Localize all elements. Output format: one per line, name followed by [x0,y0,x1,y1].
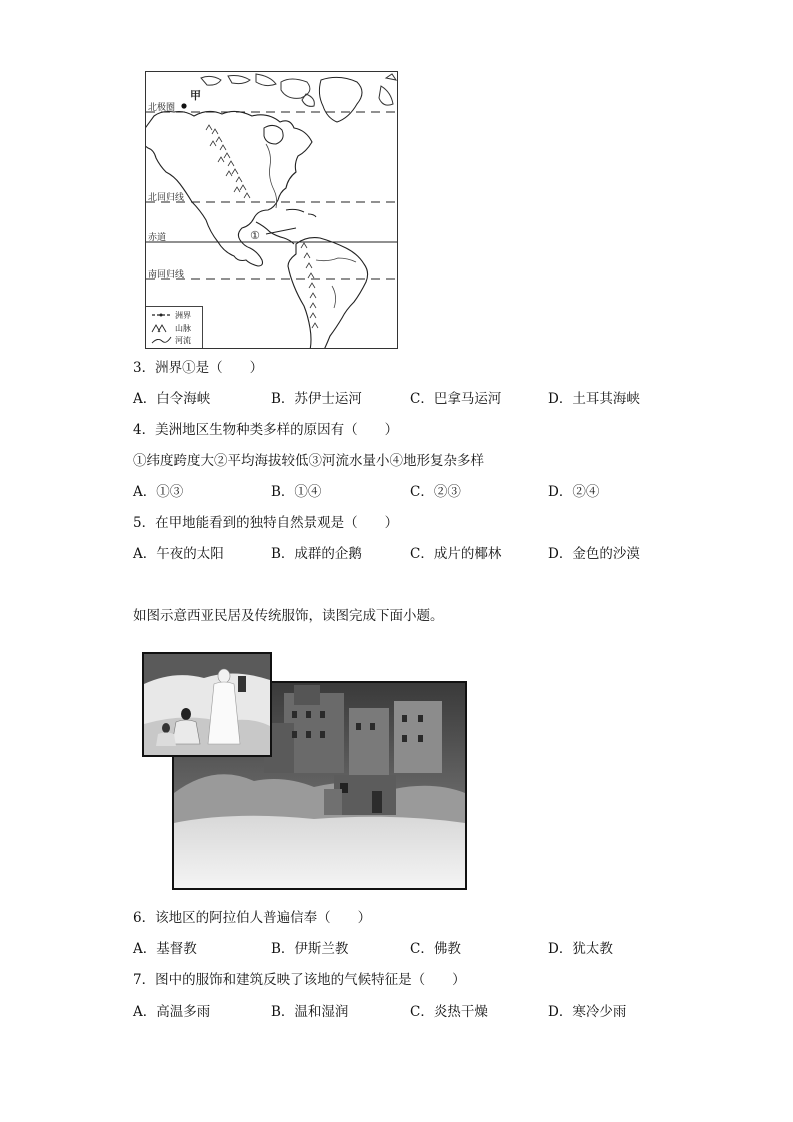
arctic-circle-label: 北极圈 [148,103,176,113]
boundary-marker-1: ① [250,229,260,242]
question-5-option-b: B．成群的企鹅 [271,546,362,562]
river-symbol-icon [150,336,172,346]
question-4-statements: ①纬度跨度大②平均海拔较低③河流水量小④地形复杂多样 [133,453,484,469]
section-intro: 如图示意西亚民居及传统服饰，读图完成下面小题。 [133,608,444,624]
legend-mountain: 山脉 [150,323,191,334]
equator-label: 赤道 [148,233,167,243]
question-4-option-a: A．①③ [133,484,184,500]
question-3-stem: 3．洲界①是（ ） [133,360,264,376]
question-3-option-d: D．土耳其海峡 [548,391,640,407]
boundary-symbol-icon [150,311,172,321]
question-3-option-c: C．巴拿马运河 [410,391,502,407]
tropic-south-label: 南回归线 [148,270,185,280]
question-3-option-a: A．白令海峡 [133,391,211,407]
question-6-option-d: D．犹太教 [548,941,613,957]
legend-river: 河流 [150,335,191,346]
question-3-option-b: B．苏伊士运河 [271,391,362,407]
question-4-option-c: C．②③ [410,484,461,500]
mountain-symbol-icon [150,324,172,334]
question-5-option-c: C．成片的椰林 [410,546,502,562]
question-4-option-d: D．②④ [548,484,600,500]
traditional-dress-photo [142,652,272,757]
map-legend [146,306,203,349]
legend-boundary: 洲界 [150,310,191,321]
question-4-option-b: B．①④ [271,484,322,500]
question-5-option-a: A．午夜的太阳 [133,546,224,562]
question-7-option-d: D．寒冷少雨 [548,1004,627,1020]
point-jia-label: 甲 [190,89,201,102]
question-6-option-c: C．佛教 [410,941,461,957]
tropic-north-label: 北回归线 [148,193,185,203]
americas-map [145,71,398,349]
question-6-option-a: A．基督教 [133,941,197,957]
question-6-option-b: B．伊斯兰教 [271,941,349,957]
question-5-stem: 5．在甲地能看到的独特自然景观是（ ） [133,515,399,531]
question-5-option-d: D．金色的沙漠 [548,546,640,562]
question-7-option-a: A．高温多雨 [133,1004,211,1020]
question-7-option-b: B．温和湿润 [271,1004,349,1020]
question-4-stem: 4．美洲地区生物种类多样的原因有（ ） [133,422,399,438]
question-6-stem: 6．该地区的阿拉伯人普遍信奉（ ） [133,910,372,926]
question-7-option-c: C．炎热干燥 [410,1004,488,1020]
question-7-stem: 7．图中的服饰和建筑反映了该地的气候特征是（ ） [133,972,466,988]
